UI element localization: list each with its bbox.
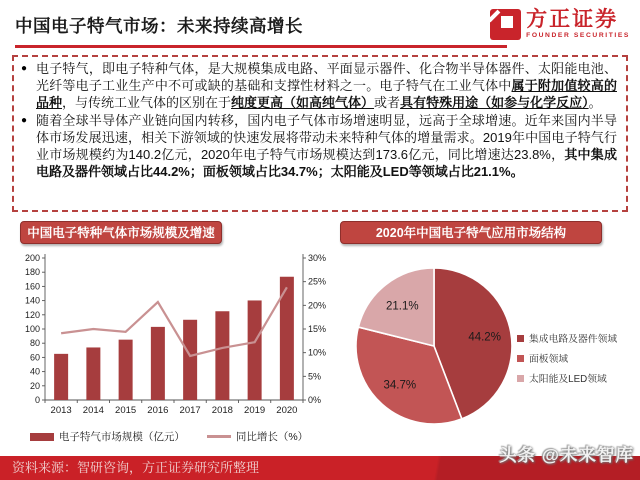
- line-swatch-icon: [207, 435, 231, 438]
- x-axis-label: 2016: [147, 405, 169, 416]
- x-axis-label: 2019: [244, 405, 266, 416]
- right-axis-label: 5%: [308, 371, 322, 382]
- x-axis-label: 2020: [276, 405, 298, 416]
- bar-line-chart: [10, 250, 328, 420]
- right-axis-label: 20%: [308, 300, 327, 311]
- left-axis-label: 100: [24, 324, 40, 334]
- pie-swatch-icon: [517, 375, 524, 382]
- founder-securities-logo: [490, 9, 630, 40]
- title-underline: [15, 45, 507, 48]
- source-note: 资料来源：智研咨询，方正证券研究所整理: [12, 460, 260, 475]
- founder-logo-icon: [490, 9, 521, 40]
- pie-label: 44.2%: [468, 331, 501, 344]
- bullet-item: [21, 112, 617, 181]
- pie-chart: [348, 261, 520, 433]
- x-axis-label: 2017: [179, 405, 201, 416]
- toutiao-watermark: 头条 @未来智库: [499, 445, 634, 465]
- left-axis-label: 0: [34, 395, 40, 405]
- bar: [215, 311, 229, 400]
- bullet-dot-icon: ●: [21, 114, 28, 126]
- legend-label: 电子特气市场规模（亿元）: [58, 431, 185, 443]
- pie-swatch-icon: [517, 335, 524, 342]
- bar: [86, 347, 100, 400]
- pie-label: 21.1%: [386, 300, 419, 313]
- logo-name-en: FOUNDER SECURITIES: [526, 32, 630, 39]
- bar: [248, 300, 262, 400]
- right-chart-title: 2020年中国电子特气应用市场结构: [340, 221, 602, 244]
- left-axis-label: 140: [24, 295, 40, 306]
- bar: [183, 320, 197, 400]
- left-axis-label: 80: [29, 338, 40, 349]
- right-axis-label: 30%: [308, 253, 327, 263]
- left-axis-label: 60: [29, 352, 40, 363]
- logo-notch: [488, 10, 501, 23]
- bullet-text: 电子特气，即电子特种气体，是大规模集成电路、平面显示器件、化合物半导体器件、太阳能电池、光纤等电子工业生产中不可或缺的基础和支撑性材料之一。电子特气在工业气体中属于附加值较高的品种，与传统工业气体的区别在于纯度更高（如高纯气体）或者具有特殊用途（如参与化学反应）。: [36, 61, 617, 111]
- pie-swatch-icon: [517, 355, 524, 362]
- bar-swatch-icon: [30, 433, 54, 441]
- bullet-item: [21, 60, 617, 112]
- pie-legend-label: 面板领域: [529, 354, 569, 365]
- logo-name-cn: 方正证券: [526, 8, 619, 31]
- right-axis-label: 15%: [308, 324, 327, 334]
- bar: [119, 340, 133, 400]
- summary-box: [12, 55, 628, 212]
- pie-legend-label: 太阳能及LED领域: [529, 374, 607, 385]
- bar-line-chart-legend: [10, 429, 328, 444]
- logo-hole: [501, 16, 513, 28]
- x-axis-label: 2015: [115, 405, 137, 416]
- left-axis-label: 160: [24, 281, 40, 292]
- pie-legend-label: 集成电路及器件领域: [529, 334, 618, 345]
- left-axis-label: 40: [29, 366, 40, 377]
- pie-legend-item: [517, 351, 617, 365]
- left-axis-label: 200: [24, 253, 40, 263]
- bar: [54, 354, 68, 400]
- bar: [151, 327, 165, 400]
- bullet-dot-icon: ●: [21, 63, 28, 74]
- summary-bullets: [21, 60, 617, 180]
- left-axis-label: 120: [24, 309, 40, 320]
- legend-item: [30, 429, 185, 444]
- right-axis-label: 10%: [308, 347, 327, 358]
- left-axis-label: 20: [29, 380, 40, 391]
- logo-text: [526, 9, 630, 40]
- legend-item: [207, 429, 308, 444]
- bullet-text: 随着全球半导体产业链向国内转移，国内电子气体市场增速明显，远高于全球增速。近年来国内半导体市场发展迅速，相关下游领域的快速发展将带动未来特种气体的增量需求。2019年中国电子特气行业市场规模约为140.2亿元，2020年电子特气市场规模达到173.6亿元，同比增速达23.8%，其中集成电路及器件领域占比44.2%；面板领域占比34.7%；太阳能及LED等领域占比21.1%。: [36, 112, 617, 180]
- pie-legend-item: [517, 371, 617, 385]
- x-axis-label: 2018: [211, 405, 233, 416]
- pie-chart-legend: [517, 331, 617, 385]
- right-axis-label: 0%: [308, 395, 322, 405]
- right-axis-label: 25%: [308, 276, 327, 287]
- x-axis-label: 2013: [50, 405, 72, 416]
- page-title: 中国电子特气市场：未来持续高增长: [15, 16, 303, 36]
- pie-label: 34.7%: [383, 379, 417, 392]
- left-axis-label: 180: [24, 267, 40, 278]
- left-chart-title: 中国电子特种气体市场规模及增速: [20, 221, 222, 244]
- x-axis-label: 2014: [82, 405, 104, 416]
- legend-label: 同比增长（%）: [235, 431, 309, 443]
- pie-legend-item: [517, 331, 617, 345]
